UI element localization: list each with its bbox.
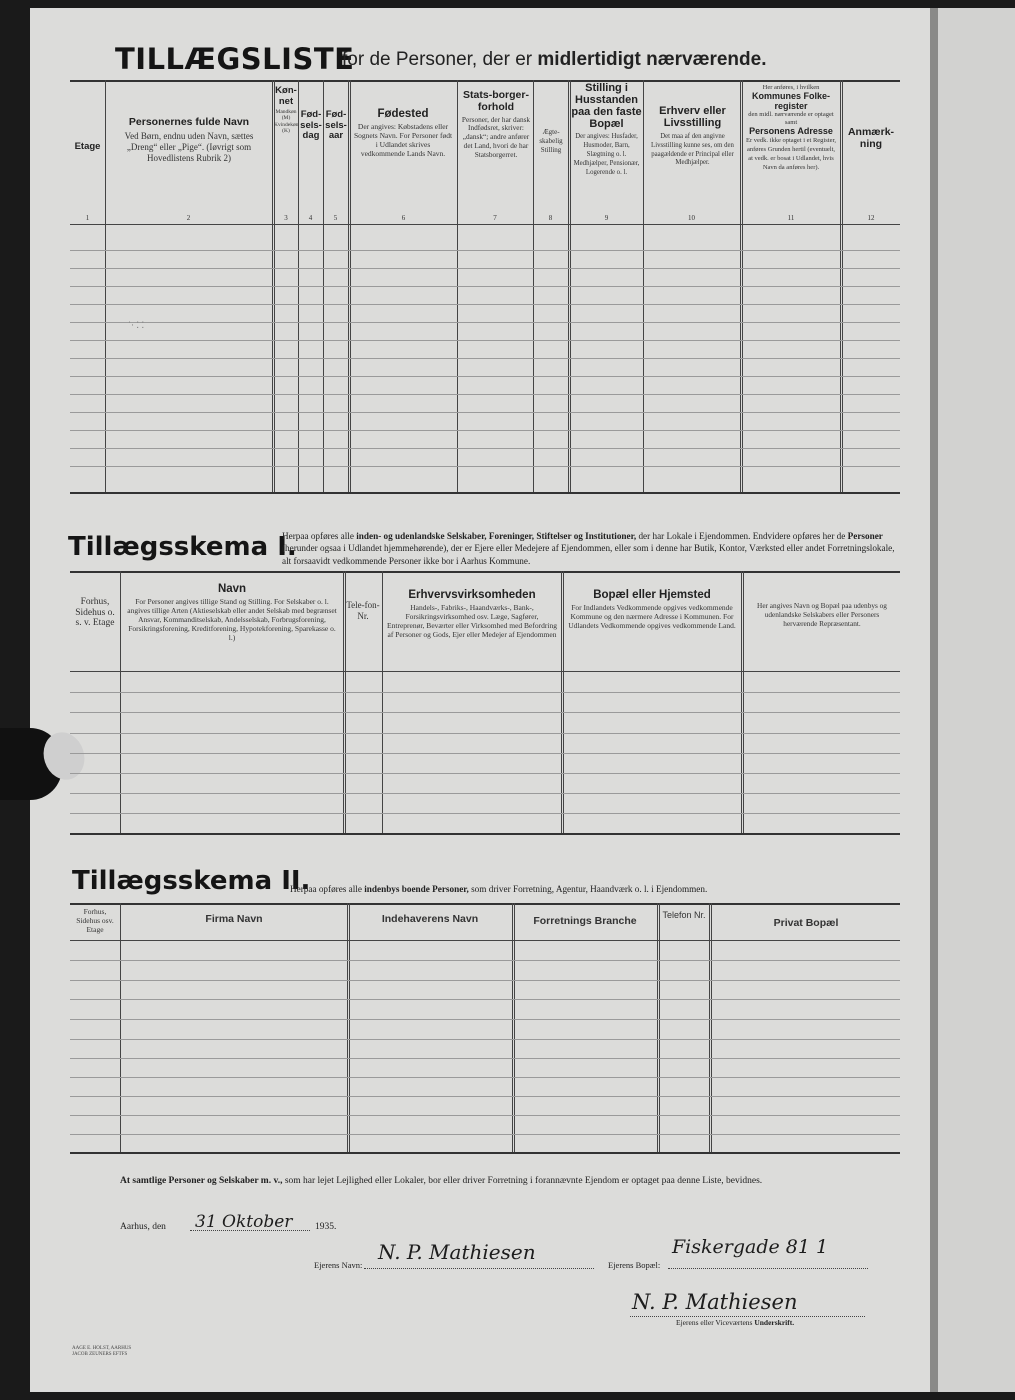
col-number: 10	[688, 214, 695, 222]
owner-name-label: Ejerens Navn:	[314, 1260, 363, 1270]
col-header-folkeregister	[744, 84, 838, 172]
row-line	[70, 1134, 900, 1135]
skema2-bottom	[70, 1152, 900, 1154]
col-head: Fød-sels-aar	[325, 109, 347, 142]
main-table-header-bottom	[70, 224, 900, 225]
col-sub: Der angives: Husfader, Husmoder, Barn, Slægtning o. l. Medhjælper, Pensionær, Logerende o. l.	[573, 133, 640, 177]
signature-handwritten: N. P. Mathiesen	[632, 1290, 798, 1314]
col-head: Stilling i Husstanden paa den faste Bopæl	[571, 82, 642, 131]
page-edge	[930, 8, 938, 1392]
col-head: Personernes fulde Navn	[128, 116, 250, 128]
row-line	[70, 773, 900, 774]
row-line	[70, 1096, 900, 1097]
skema1-col-bopael	[566, 589, 738, 631]
col-sub: Ægte-skabelig Stilling	[539, 128, 563, 154]
skema2-col-etage	[72, 908, 118, 935]
skema2-col-branche: Forretnings Branche	[533, 915, 637, 927]
col-sub: Personer, der har dansk Indfødsret, skriver: „dansk“; andre anfører det Land, hvori de har Statsborgerret.	[461, 114, 531, 160]
skema1-intro	[282, 530, 898, 567]
col-head: Bopæl eller Hjemsted	[593, 589, 711, 601]
main-table-top	[70, 80, 900, 82]
col-sub: For Personer angives tillige Stand og Stilling. For Selskaber o. l. angives tillige Arten (Aktieselskab eller andet Selskab med begrænset Ansvar, Kommanditselskab, Andelsselskab, Forbrugsforening, Forsikringsforening, Kreditforening, Hypotekforening, Sparekasse o. l.)	[127, 596, 337, 642]
col-pre: Her anføres, i hvilken	[762, 84, 820, 91]
intro-text: Herpaa opføres alle	[290, 884, 362, 894]
col-number: 9	[604, 214, 609, 222]
col-head: Fød-sels-dag	[300, 109, 322, 142]
row-line	[70, 448, 900, 449]
row-line	[70, 358, 900, 359]
col-head: Kommunes Folke-register	[751, 91, 830, 112]
intro-text: Herpaa opføres alle	[282, 531, 354, 541]
row-line	[70, 793, 900, 794]
col-sub: Tele-fon-Nr.	[346, 600, 380, 621]
skema1-col-repraesentant	[748, 602, 896, 629]
row-line	[70, 960, 900, 961]
owner-address-label: Ejerens Bopæl:	[608, 1260, 661, 1270]
row-line	[70, 376, 900, 377]
skema1-bottom	[70, 833, 900, 835]
col-number: 5	[333, 214, 338, 222]
declaration-text: som har lejet Lejlighed eller Lokaler, bor eller driver Forretning i forannævnte Ejendom er optaget paa denne Liste, bevidnes.	[284, 1176, 763, 1186]
col-sub: Forhus, Sidehus osv. Etage	[76, 907, 114, 934]
col-number: 7	[493, 214, 497, 222]
row-line	[70, 1058, 900, 1059]
col-head: Køn-net	[275, 85, 297, 107]
col-head2: Personens Adresse	[749, 125, 833, 136]
skema2-header-bottom	[70, 940, 900, 941]
col-header-fodested	[353, 108, 453, 159]
intro-bold: indenbys boende Personer,	[364, 884, 469, 894]
row-line	[70, 466, 900, 467]
form-title: TILLÆGSLISTE	[115, 42, 355, 76]
skema1-col-etage	[72, 597, 118, 629]
col-head: Erhvervsvirksomheden	[408, 589, 536, 601]
skema1-header-bottom	[70, 671, 900, 672]
col-header-fodselsdag	[299, 110, 323, 144]
row-line	[70, 1019, 900, 1020]
skema1-title: Tillægsskema I.	[68, 532, 297, 562]
col-sub: For Indlandets Vedkommende opgives vedkommende Kommune og den nærmere Adresse i Kommunen. For Udlandets Vedkommende opgives vedkommende Land.	[568, 602, 736, 630]
next-page	[938, 8, 1015, 1392]
date-handwritten: 31 Oktober	[195, 1212, 293, 1232]
row-line	[70, 340, 900, 341]
row-line	[70, 250, 900, 251]
row-line	[70, 268, 900, 269]
row-line	[70, 813, 900, 814]
signature-label-text: Ejerens eller Viceværtens	[676, 1318, 753, 1327]
col-number: 12	[867, 214, 875, 222]
row-line	[70, 753, 900, 754]
intro-text: Endvidere opføres her de	[752, 531, 846, 541]
col-sub: Forhus, Sidehus o. s. v. Etage	[75, 597, 115, 629]
row-line	[70, 712, 900, 713]
col-header-anmaerkning	[842, 127, 900, 153]
subtitle-text: for de Personer, der er	[342, 49, 533, 70]
skema1-col-navn	[125, 583, 339, 643]
col-number: 11	[787, 214, 795, 222]
row-line	[70, 692, 900, 693]
row-line	[70, 1077, 900, 1078]
date-line	[190, 1230, 310, 1231]
row-line	[70, 1039, 900, 1040]
skema2-col-firma: Firma Navn	[205, 913, 263, 925]
year: 1935.	[315, 1222, 337, 1232]
col-sub: Det maa af den angivne Livsstilling kunne ses, om den paagældende er Principal eller Medhjælper.	[651, 132, 734, 167]
intro-bold: inden- og udenlandske Selskaber, Foreninger, Stiftelser og Institutioner,	[356, 531, 637, 541]
col-sub: Handels-, Fabriks-, Haandværks-, Bank-, Forsikringsvirksomhed osv. Læge, Sagfører, Entreprenør, Beværter eller Virksomhed med Befordring af Personer og Gods, Ejer eller Medejer af Ejendommen	[387, 602, 557, 639]
owner-address-handwritten: Fiskergade 81 1	[672, 1236, 829, 1258]
skema2-top	[70, 903, 900, 905]
owner-address-line	[668, 1268, 868, 1269]
col-head: Stats-borger-forhold	[463, 89, 529, 113]
col-header-statsborger	[460, 90, 532, 160]
col-header-konnet	[274, 86, 298, 134]
col-sub: Der angives: Købstadens eller Sognets Navn. For Personer født i Udlandet skrives vedkommende Lands Navn.	[353, 121, 453, 158]
row-line	[70, 286, 900, 287]
col-number: 1	[85, 214, 90, 222]
form-subtitle	[342, 49, 767, 71]
col-header-etage	[70, 142, 105, 155]
intro-bold: Personer	[847, 531, 883, 541]
col-header-fodselsaar	[324, 110, 348, 144]
col-sub: Her angives Navn og Bopæl paa udenbys og udenlandske Selskabers eller Personers herværende Repræsentant.	[757, 601, 887, 628]
col-head: Erhverv eller Livsstilling	[659, 105, 726, 130]
owner-name-line	[364, 1268, 594, 1269]
declaration-bold: At samtlige Personer og Selskaber m. v.,	[120, 1176, 283, 1186]
col-header-stilling	[571, 82, 642, 177]
row-line	[70, 999, 900, 1000]
col-head: Navn	[217, 583, 247, 595]
col-header-erhverv	[647, 105, 738, 167]
signature-label	[676, 1318, 794, 1327]
col-head: Anmærk-ning	[847, 126, 895, 150]
skema1-col-erhverv	[386, 589, 558, 640]
signature-line	[630, 1316, 865, 1317]
col-number: 8	[548, 214, 553, 222]
skema2-col-indehaver: Indehaverens Navn	[381, 913, 479, 925]
row-line	[70, 394, 900, 395]
col-head: Fødested	[377, 108, 429, 120]
col-sub: Er vedk. ikke optaget i et Register, anføres Grunden hertil (eventuelt, at vedk. er bosat i Udlandet, hvis Navn da anføres her).	[746, 137, 836, 171]
col-header-aegteskab	[535, 128, 567, 155]
row-line	[70, 412, 900, 413]
row-line	[70, 980, 900, 981]
skema2-title: Tillægsskema II.	[72, 866, 311, 896]
pencil-mark: ˙· ⁚ ⁚	[128, 320, 145, 330]
row-line	[70, 1115, 900, 1116]
skema2-intro	[290, 883, 900, 895]
intro-text: der har Lokale i Ejendommen.	[638, 531, 751, 541]
skema2-col-telefon: Telefon Nr.	[662, 910, 706, 920]
row-line	[70, 322, 900, 323]
intro-text: (herunder ogsaa i Udlandet hjemmehørende), der er Ejere eller Medejere af Ejendommen, eller som i denne har Butik, Kontor, Værksted eller andet Forretningslokale, alt forsaavidt vedkommende Personer ikke bor i Aarhus Kommune.	[282, 543, 895, 566]
col-sub: Ved Børn, endnu uden Navn, sættes „Dreng“ eller „Pige“. (Iøvrigt som Hovedlistens Rubrik 2)	[124, 130, 254, 163]
row-line	[70, 430, 900, 431]
col-number: 4	[308, 214, 313, 222]
skema1-top	[70, 571, 900, 573]
col-sub: Mandkøn (M) Kvindekøn (K)	[274, 109, 299, 134]
col-number: 2	[186, 214, 191, 222]
row-line	[70, 304, 900, 305]
declaration	[120, 1176, 900, 1186]
col-head: Etage	[74, 141, 101, 152]
printer-mark: AAGE E. HOLST, AARHUS JACOB ZEUNERS EFTFS	[72, 1346, 132, 1357]
intro-text: som driver Forretning, Agentur, Haandværk o. l. i Ejendommen.	[471, 884, 708, 894]
signature-label-bold: Underskrift.	[754, 1318, 795, 1327]
skema2-col-bopael: Privat Bopæl	[773, 917, 839, 929]
col-header-navn	[110, 117, 268, 164]
col-mid: den midl. nærværende er optaget samt	[748, 111, 834, 126]
col-number: 3	[284, 214, 288, 222]
subtitle-emph: midlertidigt nærværende.	[537, 49, 767, 70]
row-line	[70, 733, 900, 734]
skema1-col-telefon	[346, 600, 380, 622]
main-table-bottom	[70, 492, 900, 494]
col-number: 6	[401, 214, 406, 222]
owner-name-handwritten: N. P. Mathiesen	[378, 1240, 536, 1264]
place-label: Aarhus, den	[120, 1222, 166, 1232]
